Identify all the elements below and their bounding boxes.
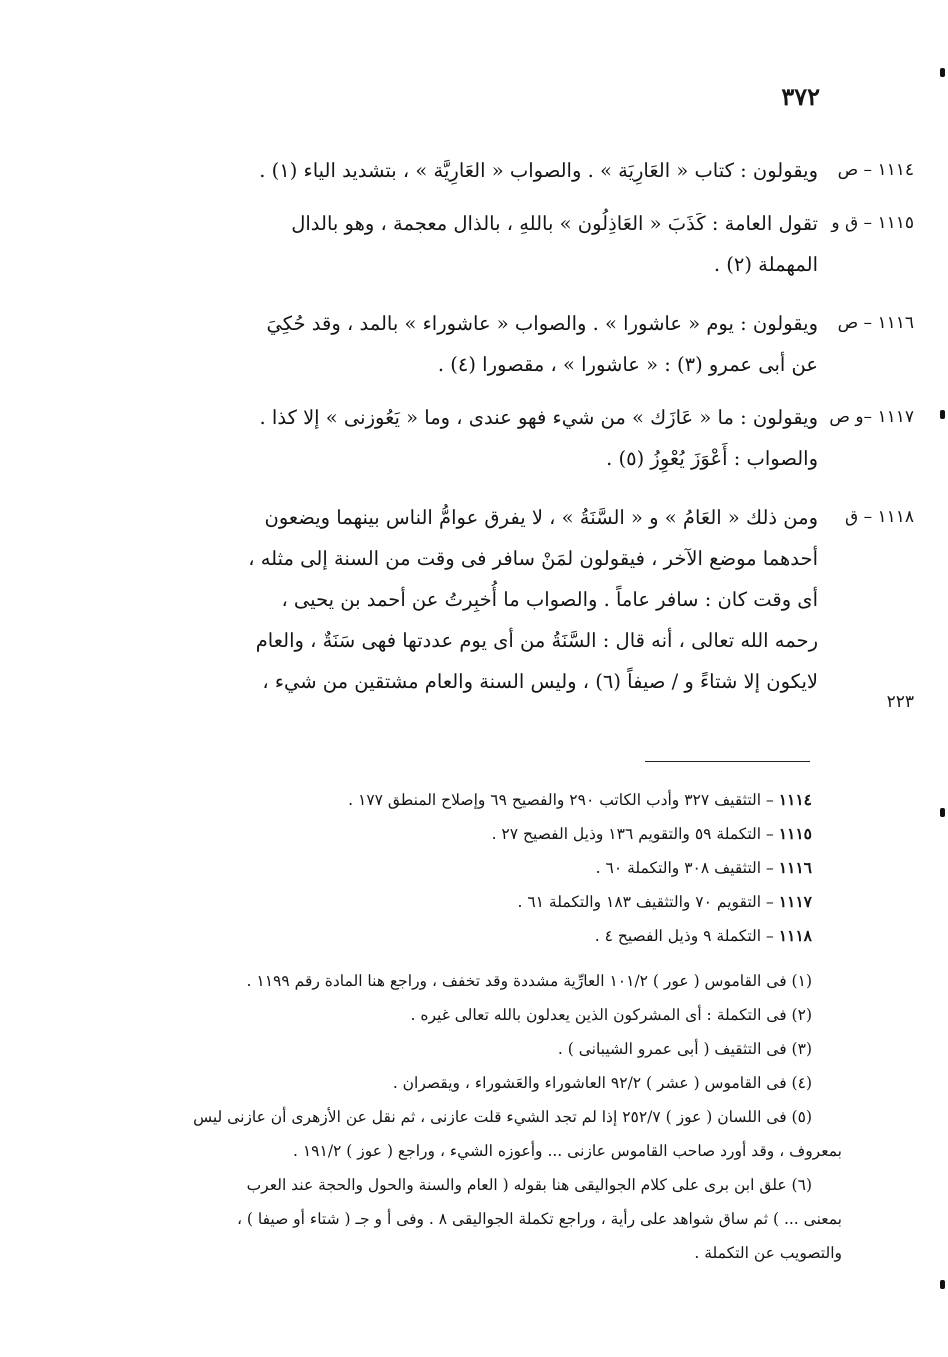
source-number: ١١١٧: [778, 892, 812, 911]
entry-text: [118, 397, 818, 479]
margin-page-ref: ٢٢٣: [886, 692, 914, 712]
entry-number: ١١١٨ – ق: [844, 507, 914, 527]
entry-number: ١١١٤ – ص: [837, 160, 914, 180]
entry-line: أى وقت كان : سافر عاماً . والصواب ما أُخبِرتُ عن أحمد بن يحيى ،: [281, 588, 818, 611]
footnote-line: (٢) فى التكملة : أى المشركون الذين يعدلون بالله تعالى غيره .: [410, 1006, 812, 1024]
scan-mark: [940, 1280, 945, 1289]
page-number: ٣٧٢: [781, 82, 820, 111]
scan-mark: [940, 808, 945, 817]
entry-text: [118, 497, 818, 702]
footnote-line: (٣) فى التثقيف ( أبى عمرو الشيبانى ) .: [557, 1040, 812, 1058]
source-line: [172, 824, 812, 843]
source-text: – التثقيف ٣٢٧ وأدب الكاتب ٢٩٠ والفصيح ٦٩ وإصلاح المنطق ١٧٧ .: [348, 791, 774, 809]
entry-line: والصواب : أَعْوَزَ يُعْوِزُ (٥) .: [606, 447, 818, 470]
footnote-line: (٥) فى اللسان ( عوز ) ٢٥٢/٧ إذا لم تجد الشيء قلت عازنى ، ثم نقل عن الأزهرى أن عازنى ليس: [193, 1108, 812, 1126]
footnote-line: (٤) فى القاموس ( عشر ) ٩٢/٢ العاشوراء والعَشوراء ، ويقصران .: [392, 1074, 812, 1092]
entry-line: أحدهما موضع الآخر ، فيقولون لمَنْ سافر فى وقت من السنة إلى مثله ،: [248, 547, 818, 570]
entry-line: ويقولون : كتاب « العَارِيَة » . والصواب « العَارِيَّة » ، بتشديد الياء (١) .: [259, 159, 818, 182]
source-text: – التقويم ٧٠ والتثقيف ١٨٣ والتكملة ٦١ .: [517, 893, 774, 911]
footnote-line: (١) فى القاموس ( عور ) ١٠١/٢ العارِّية مشددة وقد تخفف ، وراجع هنا المادة رقم ١١٩٩ .: [246, 972, 812, 990]
scan-mark: [940, 68, 945, 77]
entry-line: تقول العامة : كَذَبَ « العَاذِلُون » باللهِ ، بالذال معجمة ، وهو بالدال: [291, 212, 818, 235]
entry-number: ١١١٦ – ص: [837, 313, 914, 333]
entry-text: [118, 203, 818, 285]
entry-line: ومن ذلك « العَامُ » و « السَّنَةُ » ، لا يفرق عوامُّ الناس بينهما ويضعون: [264, 506, 818, 529]
entry-line: لايكون إلا شتاءً و / صيفاً (٦) ، وليس السنة والعام مشتقين من شيء ،: [262, 670, 818, 693]
scan-mark: [940, 410, 945, 419]
source-number: ١١١٤: [778, 790, 812, 809]
footnote-line: بمعنى ... ) ثم ساق شواهد على رأية ، وراجع تكملة الجواليقى ٨ . وفى أ و جـ ( شتاء أو صيفا ) ،: [236, 1210, 842, 1228]
entry-line: رحمه الله تعالى ، أنه قال : السَّنَةُ من أى يوم عددتها فهى سَنَةٌ ، والعام: [255, 629, 818, 652]
source-number: ١١١٥: [778, 824, 812, 843]
footnote-line: (٦) علق ابن برى على كلام الجواليقى هنا بقوله ( العام والسنة والحول والحجة عند العرب: [246, 1176, 812, 1194]
footnote-line: والتصويب عن التكملة .: [694, 1244, 842, 1262]
entry-text: [118, 150, 818, 191]
source-text: – التكملة ٩ وذيل الفصيح ٤ .: [594, 927, 774, 945]
source-number: ١١١٦: [778, 858, 812, 877]
footnote-separator: [645, 761, 810, 762]
source-text: – التثقيف ٣٠٨ والتكملة ٦٠ .: [595, 859, 774, 877]
entry-number: ١١١٥ – ق و: [831, 213, 914, 233]
entry-text: [118, 303, 818, 385]
source-line: [172, 858, 812, 877]
entry-line: المهملة (٢) .: [713, 253, 818, 276]
source-line: [172, 926, 812, 945]
entry-line: عن أبى عمرو (٣) : « عاشورا » ، مقصورا (٤) .: [437, 353, 818, 376]
entry-number: ١١١٧ –و ص: [829, 407, 914, 427]
source-line: [172, 892, 812, 911]
entry-line: ويقولون : ما « عَازَك » من شيء فهو عندى ، وما « يَعُوزنى » إلا كذا .: [259, 406, 818, 429]
source-text: – التكملة ٥٩ والتقويم ١٣٦ وذيل الفصيح ٢٧ .: [491, 825, 774, 843]
source-number: ١١١٨: [778, 926, 812, 945]
source-line: [172, 790, 812, 809]
entry-line: ويقولون : يوم « عاشورا » . والصواب « عاشوراء » بالمد ، وقد حُكِيَ: [266, 312, 818, 335]
footnote-line: بمعروف ، وقد أورد صاحب القاموس عازنى ... وأعوزه الشيء ، وراجع ( عوز ) ١٩١/٢ .: [292, 1142, 842, 1160]
